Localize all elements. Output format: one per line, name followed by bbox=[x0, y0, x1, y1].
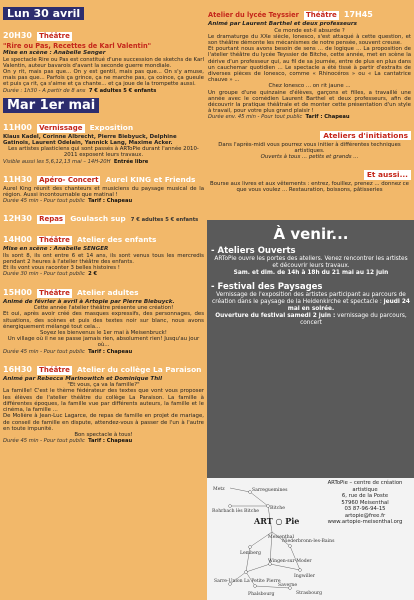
map-label-phalsbourg: Phalsbourg bbox=[248, 592, 275, 597]
section-title: Ateliers d'initiations bbox=[320, 131, 411, 141]
map-label-strasbourg: Strasbourg bbox=[296, 591, 323, 596]
aussi-text: Bourse aux livres et aux vêtements : entrez, fouillez, prenez ... donnez ce que vous voulez ... Restauration, boissons, pâtisseries bbox=[210, 181, 409, 194]
event-tag: Repas bbox=[39, 215, 64, 224]
description: Le dramaturge du XXe siècle, Ionesco, s'est attaqué à cette question, et son théâtre démonte les mécanismes de notre pensée, souvent creuse. bbox=[208, 33, 411, 46]
map-label-lemberg: Lemberg bbox=[240, 551, 261, 556]
quote: "Et vous, ça va la famille?" bbox=[67, 382, 140, 389]
map-point bbox=[249, 546, 252, 549]
event-title: Aurel KING et Friends bbox=[105, 174, 196, 184]
map-point bbox=[245, 571, 248, 574]
event-time: 14H00 bbox=[3, 235, 32, 245]
contact-info bbox=[318, 480, 412, 526]
event-title: Goulasch sup bbox=[70, 214, 126, 224]
festival-text: Vernissage de l'exposition des artistes participant au parcours de création dans le paysage de la Heidenkirche et spectacle : jeudi 24 mai en soirée. bbox=[212, 292, 410, 312]
description: Les artistes plasticiens qui sont passés à ARToPie durant l'année 2010-2011 exposent leurs travaux. bbox=[8, 146, 199, 159]
event-time: 17H45 bbox=[343, 10, 373, 19]
coming-soon-title: À venir... bbox=[273, 225, 349, 243]
description: Et oui, après avoir créé des masques expressifs, des personnages, des situations, des scènes et puis des textes noir sur blanc, nous avons énergiquement mélangé tout cela... bbox=[3, 311, 204, 330]
description: Et ils vont vous raconter 3 belles histoires ! bbox=[3, 265, 120, 272]
ateliers-text2: Ouverts à tous ... petits et grands ... bbox=[260, 153, 359, 160]
day2-date: Mar 1er mai bbox=[3, 98, 99, 113]
description: Un groupe d'une quinzaine d'élèves, garçons et filles, a travaillé une année avec le comédien Laurent Barthel et deux professeurs, afin de découvrir la pratique théâtrale et de monter cette présentation d'un style à travail, pour votre plus grand plaisir ! bbox=[208, 89, 411, 115]
event-lycee bbox=[208, 2, 411, 121]
street: 6, rue de la Poste bbox=[341, 493, 389, 499]
description: Aurel King réunit des chanteurs et musiciens du paysage musical de la région. Aussi incontournable que matinal ! bbox=[3, 185, 204, 198]
event-tag: Théâtre bbox=[39, 236, 70, 245]
location-map bbox=[210, 482, 335, 598]
map-label-artopie: ART ○ Pie bbox=[254, 516, 300, 526]
price: 7 € adultes 5 € enfants bbox=[130, 217, 199, 224]
event-time: 11H30 bbox=[3, 174, 32, 184]
event-tag: Théâtre bbox=[39, 32, 70, 40]
description: On y rit, mais pas que... On y est gentil, mais pas que... On s'y amuse, mais pas que... Parfois ça grince, ça ne marche pas, ça coince, ça gueule et puis ça rit, ça s'aime et ça chante... et ça joue de la trompette aussi. bbox=[3, 68, 204, 88]
org-name: ARToPie – centre de création artistique bbox=[327, 480, 403, 493]
map-point bbox=[254, 585, 257, 588]
map-label-ingwiller: Ingwiller bbox=[294, 574, 315, 579]
event-title: "Rire ou Pas, Recettes de Karl Valentin" bbox=[3, 42, 152, 50]
event-time: 12H30 bbox=[3, 214, 32, 224]
festival-open: Ouverture du festival samedi 2 juin : vernissage du parcours, concert bbox=[215, 312, 407, 326]
event-rire-ou-pas bbox=[3, 23, 204, 94]
event-time: 16H30 bbox=[3, 364, 32, 374]
section-title: Et aussi... bbox=[364, 170, 411, 180]
map-label-sarre-union: Sarre-Union bbox=[214, 579, 243, 584]
event-tag: Théâtre bbox=[39, 365, 70, 374]
event-concert bbox=[3, 167, 204, 205]
duration-price: Durée 30 min - Pour tout public 2 € bbox=[3, 271, 98, 278]
description: Et pourtant nous avons besoin de sens ... de logique ... La proposition de l'atelier théâtre du lycée Teyssier de Bitche, cette année, met en scène la dérive d'un professeur qui, au fil de sa journée, entre de plus en plus dans un cauchemar quotidien ... Le spectacle a été tissé à partir d'extraits de diverses pièces de Ionesco, comme « Rhinocéros » ou « La cantatrice chauve » ... bbox=[208, 46, 411, 84]
map-point bbox=[249, 491, 252, 494]
event-title: Atelier des enfants bbox=[76, 235, 157, 245]
ateliers-text: Dans l'après-midi vous pourrez vous initier à différentes techniques artistiques. bbox=[218, 141, 401, 154]
duration-price: Durée 45 min - Pour tout public Tarif : Chapeau bbox=[3, 438, 133, 445]
animator: Animé par Laurent Barthel et deux professeurs bbox=[208, 21, 357, 27]
ateliers-ouverts-text: ARToPie ouvre les portes des ateliers. Venez rencontrer les artistes et découvrir leurs travaux. bbox=[214, 256, 408, 269]
ateliers-ouverts-dates: Sam. et dim. de 14h à 18h du 21 mai au 12 juin bbox=[233, 269, 389, 276]
event-time: 11H00 bbox=[3, 122, 32, 132]
description: La famille! C'est le thème fédérateur des textes que vont vous proposer les élèves de l'atelier théâtre du collège La Paraison. La famille à différentes époques, la famille vue par différents auteurs, la famille et le cinéma, la famille ... bbox=[3, 388, 204, 414]
phone: 03 87-96-94-15 bbox=[344, 506, 386, 512]
description: Le spectacle Rire ou Pas est constitué d'une succession de sketchs de Karl Valentin, auteur bavarois d'avant la seconde guerre mondiale. bbox=[3, 56, 204, 69]
event-paraison bbox=[3, 357, 204, 445]
description: Ils sont 8, ils ont entre 6 et 14 ans, ils sont venus tous les mercredis pendant 2 heures à l'atelier théâtre des enfants. bbox=[3, 252, 204, 266]
event-tag: Théâtre bbox=[39, 288, 70, 297]
map-label-saverne: Saverne bbox=[278, 583, 298, 588]
email[interactable]: artopie@free.fr bbox=[344, 512, 386, 519]
map-label-bitche: Bitche bbox=[270, 506, 285, 511]
day1-date: Lun 30 avril bbox=[3, 7, 84, 20]
website-link[interactable]: www.artopie-meisenthal.org bbox=[327, 519, 403, 525]
event-time: 15H00 bbox=[3, 287, 32, 297]
event-time: 20H30 bbox=[3, 31, 32, 40]
animator: Animé de février à avril à Artopie par Pierre Biebuyck. bbox=[3, 298, 175, 305]
event-tag: Apéro- Concert bbox=[39, 175, 99, 184]
program-right-column bbox=[208, 2, 411, 218]
description: Chez Ionesco ... on rit jaune ... bbox=[268, 83, 351, 90]
duration-price: Durée 45 min - Pour tout public Tarif : Chapeau bbox=[3, 348, 133, 355]
map-label-niederbronn: Niederbronn-les-Bains bbox=[282, 539, 335, 544]
staging: Mise en scène : Anabelle Senger bbox=[3, 50, 106, 56]
event-repas bbox=[3, 206, 204, 225]
event-title: Atelier du lycée Teyssier bbox=[208, 11, 299, 19]
event-exposition bbox=[3, 115, 204, 165]
map-point bbox=[299, 569, 302, 572]
program-left-column bbox=[3, 2, 204, 598]
artists: Klaus Kadel, Corinne Albrecht, Pierre Biebyuck, Delphine Gatinois, Laurent Odelain, Yannick Lang, Maxime Acker. bbox=[3, 133, 177, 146]
description: Un village où il ne se passe jamais rien, absolument rien! Jusqu'au jour où... bbox=[7, 336, 200, 349]
animator: Animé par Rebecca Marinowitch et Dominique Thil bbox=[3, 375, 163, 382]
description: Cette année l'atelier théâtre présente une création! bbox=[33, 305, 174, 312]
festival-title: - Festival des Paysages bbox=[211, 282, 323, 293]
duration-price: Durée env. 45 min - Pour tout public Tarif : Chapeau bbox=[208, 114, 350, 121]
quote: Ce monde est-il absurde ? bbox=[274, 27, 345, 34]
map-point bbox=[229, 505, 232, 508]
map-label-meisenthal: Meisenthal bbox=[268, 535, 294, 540]
event-tag: Vernissage bbox=[39, 123, 83, 132]
event-title: Atelier du collège La Paraison bbox=[76, 364, 202, 374]
event-tag: Théâtre bbox=[306, 11, 337, 19]
visible-dates: Visible aussi les 5,6,12,13 mai – 14H-20H Entrée libre bbox=[3, 158, 149, 165]
map-point bbox=[289, 545, 292, 548]
aussi-section bbox=[208, 162, 411, 181]
coming-soon-section bbox=[211, 226, 411, 476]
map-label-metz: Metz bbox=[213, 487, 225, 492]
map-point bbox=[267, 505, 270, 508]
description: Soyez les bienvenus le 1er mai à Meisenbruck! bbox=[40, 329, 167, 336]
event-title: Exposition bbox=[89, 122, 134, 132]
map-label-wingen: Wingen-sur-Moder bbox=[268, 559, 312, 564]
description: Bon spectacle à tous! bbox=[74, 431, 133, 438]
ateliers-ouverts-title: - Ateliers Ouverts bbox=[211, 246, 296, 256]
map-label-sarreguemines: Sarreguemines bbox=[252, 488, 288, 493]
event-enfants bbox=[3, 227, 204, 277]
event-adultes bbox=[3, 280, 204, 355]
map-label-rohrbach: Rohrbach lès Bitche bbox=[212, 509, 259, 514]
duration-price: Durée : 1h30 - A partir de 8 ans 7 € adultes 5 € enfants bbox=[3, 87, 157, 94]
staging: Mise en scène : Anabelle SENGER bbox=[3, 246, 109, 253]
event-title: Atelier adultes bbox=[76, 287, 139, 297]
ateliers-section bbox=[208, 123, 411, 142]
duration-price: Durée 45 min - Pour tout public Tarif : Chapeau bbox=[3, 198, 133, 205]
map-label-petite-pierre: La Petite Pierre bbox=[244, 579, 281, 584]
description: De Molière à Jean-Luc Lagarce, de repas de famille en projet de mariage, de conseil de famille en dispute, attendez-vous à passer de l'un à l'autre en toute impunité. bbox=[3, 413, 204, 432]
city: 57960 Meisenthal bbox=[341, 499, 389, 506]
